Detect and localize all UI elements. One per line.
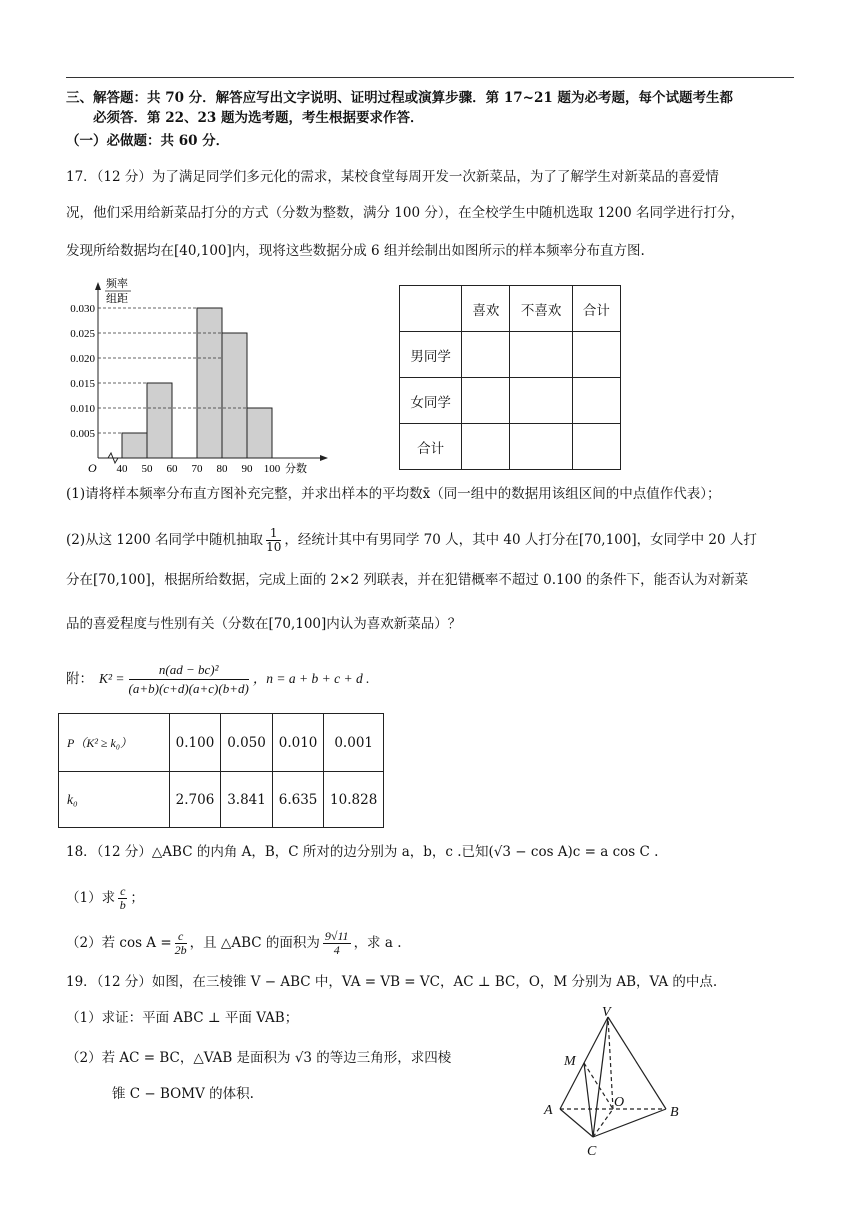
section-subheader: （一）必做题：共 60 分． xyxy=(66,133,230,149)
ct-row-male: 男同学 xyxy=(400,332,462,378)
x-axis-arrow xyxy=(320,455,328,461)
label-M: M xyxy=(564,1054,576,1069)
q17-line2: 况，他们采用给新菜品打分的方式（分数为整数，满分 100 分），在全校学生中随机选取 1200 名同学进行打分， xyxy=(66,205,745,221)
ct-row-total: 合计 xyxy=(400,424,462,470)
kt-row1-label: P（K² ≥ k₀） xyxy=(59,714,170,772)
x-tick-label: 80 xyxy=(216,463,228,474)
y-tick-label: 0.015 xyxy=(70,378,95,390)
x-tick-label: 90 xyxy=(241,463,253,474)
q18-part2: （2）若 cos A = $\frac{c}{2b}$ ，且 △ABC 的面积为 $\frac{9√11}{4}$ ，求 a . xyxy=(66,928,402,957)
label-A: A xyxy=(544,1103,553,1118)
section-header-line2: 必须答．第 22、23 题为选考题，考生根据要求作答． xyxy=(93,110,424,126)
ylabel-top: 频率 xyxy=(106,277,128,290)
x-tick-label: 50 xyxy=(141,463,153,474)
y-tick-label: 0.025 xyxy=(70,328,95,340)
ct-header-dislike: 不喜欢 xyxy=(510,286,572,332)
x-tick-label: 70 xyxy=(191,463,203,474)
q17-part2-line1: (2)从这 1200 名同学中随机抽取 $\frac{1}{10}$ ，经统计其中有男同学 70 人，其中 40 人打分在[70,100]，女同学中 20 人打 xyxy=(66,525,757,554)
ct-header-like: 喜欢 xyxy=(462,286,510,332)
q18-part1: （1）求 $\frac{c}{b}$ ； xyxy=(66,883,144,912)
contingency-table xyxy=(399,285,621,470)
y-tick-label: 0.010 xyxy=(70,403,95,415)
pyramid-figure xyxy=(530,1005,700,1165)
origin-label: O xyxy=(88,461,97,474)
label-V: V xyxy=(602,1005,611,1020)
xlabel: 分数 xyxy=(285,462,307,474)
section-header-line1: 三、解答题：共 70 分．解答应写出文字说明、证明过程或演算步骤．第 17~21 题为必考题，每个试题考生都 xyxy=(66,90,733,106)
ct-header-blank xyxy=(400,286,462,332)
q19-part2-line1: （2）若 AC = BC，△VAB 是面积为 √3 的等边三角形，求四棱 xyxy=(66,1050,452,1066)
q19-line1: 19．（12 分）如图，在三棱锥 V − ABC 中，VA = VB = VC，AC ⊥ BC，O，M 分别为 AB，VA 的中点. xyxy=(66,974,718,990)
y-tick-label: 0.005 xyxy=(70,428,95,440)
label-C: C xyxy=(587,1144,597,1159)
y-tick-label: 0.030 xyxy=(70,303,95,315)
appendix-formula: 附： K² = $\frac{\text{n(ad − bc)²}}{(a+b)(c+d)(a+c)(b+d)}$ ，n = a + b + c + d . xyxy=(66,661,370,696)
x-tick-label: 60 xyxy=(166,463,178,474)
k2-fraction: $\frac{\text{n(ad − bc)²}}{(a+b)(c+d)(a+c)(b+d)}$ xyxy=(128,661,249,696)
frequency-histogram xyxy=(62,274,332,474)
q19-part2-line2: 锥 C − BOMV 的体积. xyxy=(112,1086,254,1102)
kt-row2-label: k₀ xyxy=(59,772,170,828)
ylabel-bottom: 组距 xyxy=(106,292,128,305)
q17-fraction: $\frac{1}{10}$ xyxy=(266,525,282,554)
label-O: O xyxy=(614,1095,625,1110)
q17-line3: 发现所给数据均在[40,100]内，现将这些数据分成 6 组并绘制出如图所示的样本频率分布直方图. xyxy=(66,243,645,259)
histogram-bar xyxy=(122,433,147,458)
histogram-bar xyxy=(197,308,222,458)
x-tick-label: 40 xyxy=(116,463,128,474)
critical-value-table: P（K² ≥ k₀） 0.100 0.050 0.010 0.001 k₀ 2.706 3.841 6.635 10.828 xyxy=(58,713,384,828)
histogram-bar xyxy=(147,383,172,458)
histogram-bar xyxy=(247,408,272,458)
q17-part2-line3: 品的喜爱程度与性别有关（分数在[70,100]内认为喜欢新菜品）？ xyxy=(66,616,462,632)
histogram-bar xyxy=(222,333,247,458)
ct-row-female: 女同学 xyxy=(400,378,462,424)
q17-part2-line2: 分在[70,100]，根据所给数据，完成上面的 2×2 列联表，并在犯错概率不超过 0.100 的条件下，能否认为对新菜 xyxy=(66,572,749,588)
top-rule xyxy=(66,77,794,78)
ct-header-total: 合计 xyxy=(572,286,620,332)
y-tick-label: 0.020 xyxy=(70,353,95,365)
x-tick-label: 100 xyxy=(263,463,281,474)
label-B: B xyxy=(670,1105,679,1120)
q18-line1: 18．（12 分）△ABC 的内角 A，B，C 所对的边分别为 a，b，c .已知(√3 − cos A)c = a cos C . xyxy=(66,844,659,860)
q19-part1: （1）求证：平面 ABC ⊥ 平面 VAB； xyxy=(66,1010,299,1026)
q17-line1: 17．（12 分）为了满足同学们多元化的需求，某校食堂每周开发一次新菜品，为了了解学生对新菜品的喜爱情 xyxy=(66,169,719,185)
q17-part1: (1)请将样本频率分布直方图补充完整，并求出样本的平均数x̄（同一组中的数据用该组区间的中点值作代表）； xyxy=(66,486,721,502)
y-axis-arrow xyxy=(95,282,101,290)
